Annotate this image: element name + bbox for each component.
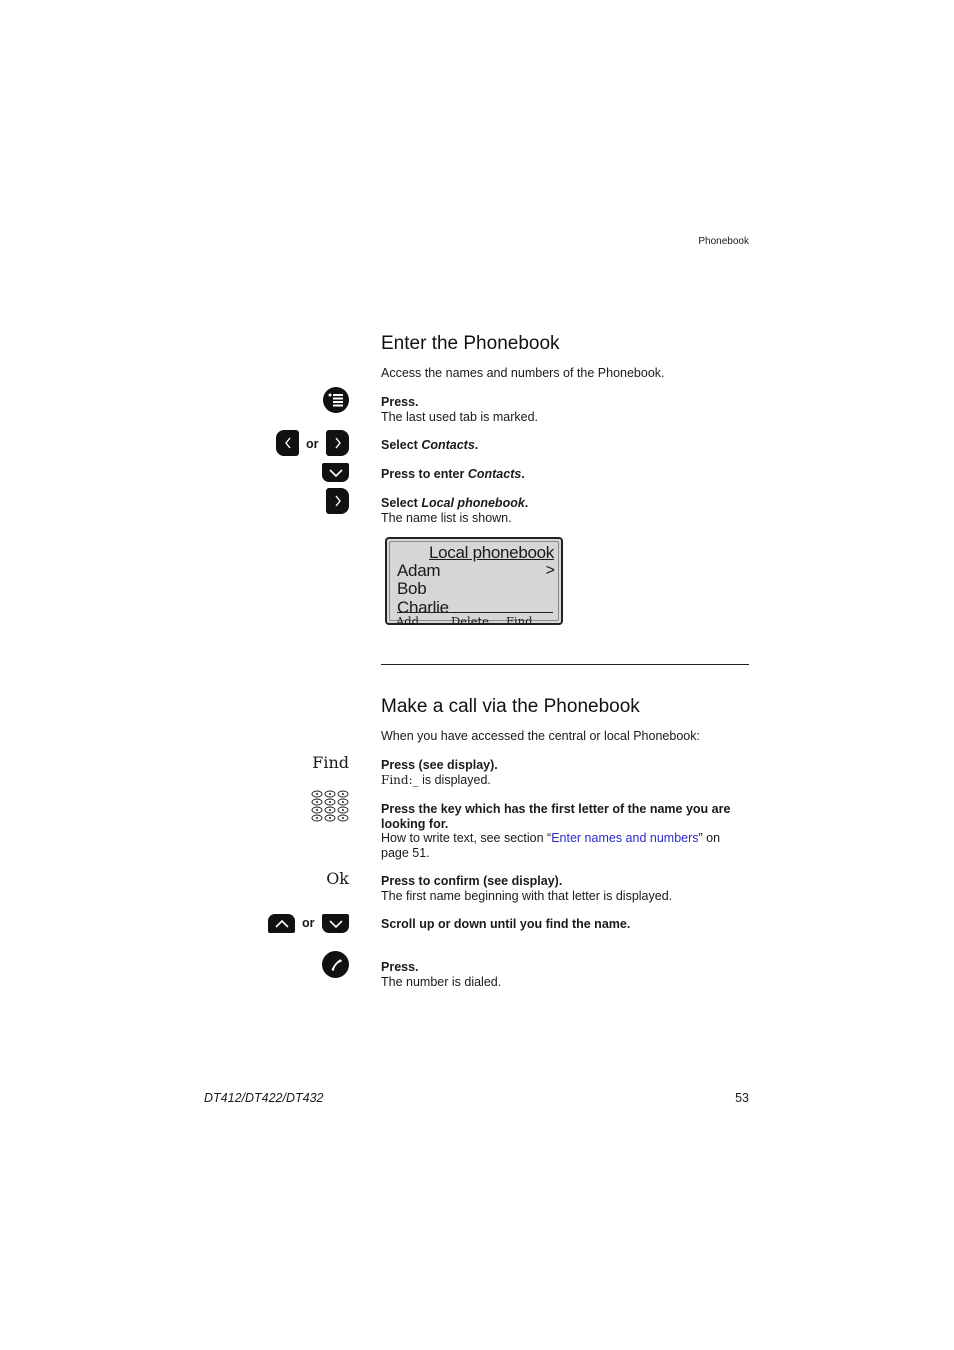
step-bold: Press. [381, 960, 419, 974]
step-press-find [381, 758, 498, 787]
section-title-make-call: Make a call via the Phonebook [381, 696, 640, 717]
link-enter-names-and-numbers[interactable]: Enter names and numbers [551, 831, 699, 845]
text-pre: How to write text, see section “ [381, 831, 552, 845]
display-row: Charlie [397, 598, 449, 617]
text-pre: Select [381, 496, 422, 510]
step-bold: Press. [381, 395, 419, 409]
step-bold: Press the key which has the first letter of the name you are looking for. [381, 802, 731, 831]
up-arrow-key-icon [268, 914, 295, 933]
right-arrow-key-icon [326, 488, 349, 514]
softkey-add: Add [396, 614, 420, 628]
text-post: . [521, 467, 525, 481]
left-arrow-key-icon [276, 430, 299, 456]
step-note: The number is dialed. [381, 974, 502, 989]
softkey-find: Find [506, 614, 533, 628]
step-confirm [381, 874, 672, 903]
step-note: is displayed. [418, 772, 491, 787]
text-post: . [524, 496, 529, 510]
step-note: The name list is shown. [381, 510, 512, 525]
step-bold: Press (see display). [381, 758, 498, 772]
text-italic: Contacts [421, 438, 475, 452]
text-post: . [474, 438, 479, 452]
softkey-ok-label: Ok [326, 869, 349, 888]
display-screen [389, 541, 559, 628]
display-row: Adam [397, 561, 441, 580]
running-header: Phonebook [698, 236, 749, 247]
display-underline [397, 612, 553, 613]
step-note [381, 831, 749, 860]
step-select-contacts [381, 438, 478, 453]
down-arrow-key-icon [322, 914, 349, 933]
text-italic: Local phonebook [421, 496, 525, 510]
page-number: 53 [735, 1091, 749, 1105]
section-intro: Access the names and numbers of the Phonebook. [381, 366, 665, 380]
or-label: or [306, 437, 319, 451]
phone-display [385, 537, 563, 628]
call-key-icon [322, 951, 349, 978]
step-press [381, 395, 538, 424]
display-arrow: > [545, 562, 555, 579]
step-bold: Press to confirm (see display). [381, 874, 563, 888]
step-press-key [381, 802, 749, 860]
step-press-call [381, 960, 501, 989]
right-arrow-key-icon [326, 430, 349, 456]
text-italic: Contacts [467, 467, 522, 481]
section-title-enter-phonebook: Enter the Phonebook [381, 333, 560, 354]
display-title: Local phonebook [429, 543, 555, 562]
step-note: The last used tab is marked. [381, 409, 539, 424]
section-intro: When you have accessed the central or local Phonebook: [381, 729, 700, 743]
step-note: The first name beginning with that letter is displayed. [381, 888, 673, 903]
footer-model: DT412/DT422/DT432 [204, 1091, 324, 1105]
softkey-delete: Delete [451, 614, 489, 628]
text-pre: Select [381, 438, 422, 452]
step-scroll: Scroll up or down until you find the name. [381, 917, 631, 931]
softkey-find-label: Find [312, 753, 349, 772]
display-prompt: Find:_ [381, 772, 419, 787]
keypad-icon [310, 790, 350, 829]
section-divider [381, 664, 749, 665]
step-enter-contacts [381, 467, 525, 482]
or-label: or [302, 916, 315, 930]
menu-key-icon [323, 387, 349, 413]
display-row: Bob [397, 579, 427, 598]
text-post: ” on page 51. [381, 831, 721, 860]
step-select-local-phonebook [381, 496, 528, 525]
down-arrow-key-icon [322, 463, 349, 482]
text-pre: Press to enter [381, 467, 468, 481]
